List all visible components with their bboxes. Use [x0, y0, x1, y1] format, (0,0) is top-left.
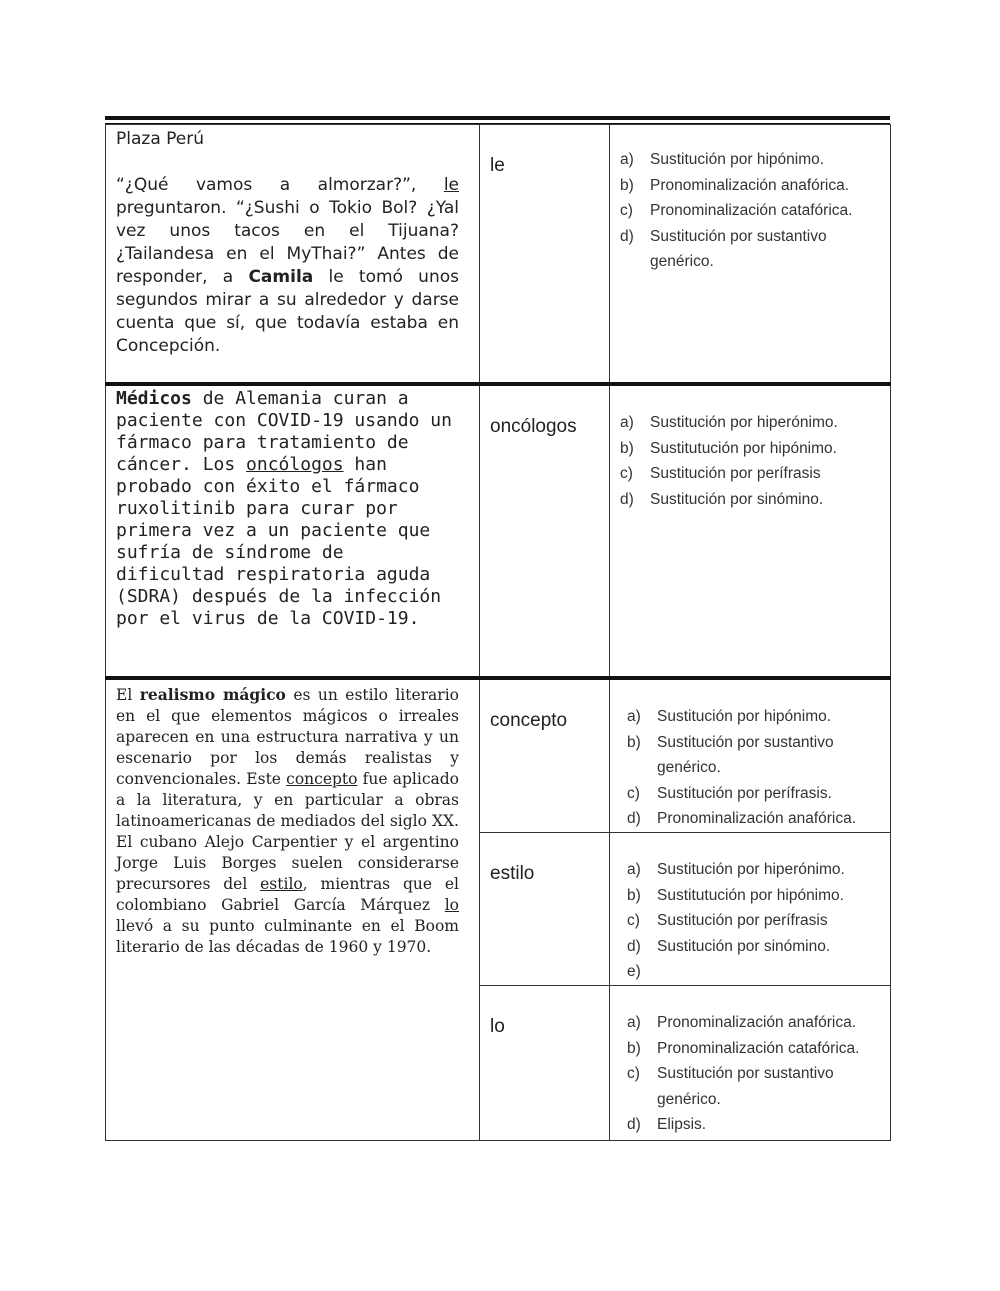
option-text: Sustitución por sinómino.	[657, 937, 831, 955]
option-letter: d)	[620, 227, 634, 245]
target-word-oncologos: oncólogos	[490, 416, 577, 437]
option-item[interactable]	[627, 781, 880, 807]
word-cell-3a	[480, 678, 610, 833]
option-text: Sustitución por sustantivo genérico.	[657, 1065, 834, 1108]
row-realismo-concepto	[106, 678, 891, 833]
word-cell-1	[480, 125, 610, 385]
option-item[interactable]	[627, 1010, 880, 1036]
options-cell-3c	[610, 986, 891, 1141]
option-item[interactable]	[620, 198, 880, 224]
option-item[interactable]	[627, 1036, 880, 1062]
target-word-estilo: estilo	[490, 863, 535, 884]
option-text: Sustitución por hipónimo.	[657, 708, 832, 725]
text-segment: El	[116, 686, 140, 704]
option-text: Sustitutución por hipónimo.	[657, 886, 844, 904]
passage-2	[106, 386, 479, 630]
option-item[interactable]	[627, 1112, 880, 1138]
target-word-concepto: concepto	[490, 710, 568, 731]
option-item[interactable]	[620, 487, 880, 513]
row-plaza-peru	[106, 125, 891, 385]
option-text: Pronominalización catafórica.	[650, 202, 853, 219]
option-letter: c)	[620, 465, 633, 482]
option-item[interactable]	[627, 1061, 880, 1112]
option-letter: c)	[620, 202, 633, 219]
option-text: Sustitución por hiperónimo.	[650, 414, 838, 431]
option-letter: b)	[627, 1039, 641, 1057]
underlined-oncologos: oncólogos	[246, 454, 344, 475]
underlined-lo: lo	[444, 896, 459, 914]
option-letter: a)	[627, 861, 641, 878]
text-segment: preguntaron. “¿Sushi o Tokio Bol? ¿Yal vez unos tacos en el Tijuana? ¿Tailandesa en el MyThai?” Antes de responder, a	[116, 198, 459, 287]
option-letter: b)	[627, 886, 641, 904]
target-word-lo: lo	[490, 1016, 505, 1037]
option-letter: d)	[627, 810, 641, 827]
text-segment: de Alemania curan a paciente con COVID-19 usando un fármaco para tratamiento de cáncer. Los	[116, 388, 452, 475]
options-list-3b	[610, 833, 890, 985]
passage-cell-3	[106, 678, 480, 1141]
option-item[interactable]	[620, 436, 880, 462]
row-medicos	[106, 384, 891, 678]
option-letter: c)	[627, 784, 640, 802]
passage-cell-1	[106, 125, 480, 385]
option-letter: e)	[627, 963, 641, 980]
options-list-2	[610, 386, 890, 512]
option-item[interactable]	[627, 934, 880, 960]
option-item[interactable]	[627, 959, 880, 985]
word-cell-2	[480, 384, 610, 678]
option-item[interactable]	[620, 173, 880, 199]
text-segment: , mientras que el colombiano Gabriel García Márquez	[116, 875, 460, 914]
option-text: Elipsis.	[657, 1116, 707, 1133]
underlined-estilo: estilo	[260, 875, 303, 893]
option-item[interactable]	[627, 704, 880, 730]
underlined-concepto: concepto	[286, 770, 358, 788]
worksheet-table	[105, 124, 891, 1141]
worksheet-table-wrapper	[105, 124, 890, 1141]
option-letter: a)	[627, 1014, 641, 1031]
option-text: Sustitución por sustantivo genérico.	[650, 227, 827, 270]
option-text: Pronominalización catafórica.	[657, 1039, 860, 1057]
text-segment: han probado con éxito el fármaco ruxolitinib para curar por primera vez a un paciente que sufría de síndrome de dificultad respiratoria aguda (SDRA) después de la infección por el virus de la COVID-19.	[116, 454, 442, 629]
option-text: Sustitutución por hipónimo.	[650, 439, 837, 457]
option-text: Sustitución por perífrasis	[657, 912, 828, 929]
options-cell-3a	[610, 678, 891, 833]
options-cell-1	[610, 125, 891, 385]
option-letter: b)	[620, 439, 634, 457]
option-item[interactable]	[627, 883, 880, 909]
option-text: Pronominalización anafórica.	[657, 1014, 857, 1031]
option-letter: a)	[620, 414, 634, 431]
option-text: Sustitución por perífrasis	[650, 465, 821, 482]
option-item[interactable]	[620, 461, 880, 487]
option-text: Sustitución por perífrasis.	[657, 784, 832, 802]
word-cell-3b	[480, 833, 610, 986]
bold-camila: Camila	[248, 267, 314, 287]
option-text: Sustitución por hipónimo.	[650, 151, 825, 168]
passage-3	[106, 680, 479, 958]
options-list-3a	[610, 680, 890, 832]
option-item[interactable]	[627, 908, 880, 934]
option-letter: b)	[620, 176, 634, 194]
text-segment: llevó a su punto culminante en el Boom literario de las décadas de 1960 y 1970.	[116, 917, 459, 956]
passage-cell-2	[106, 384, 480, 678]
option-letter: d)	[627, 937, 641, 955]
text-segment: “¿Qué vamos a almorzar?”,	[116, 175, 444, 195]
option-letter: d)	[620, 490, 634, 508]
option-item[interactable]	[627, 806, 880, 832]
word-cell-3c	[480, 986, 610, 1141]
option-letter: c)	[627, 1065, 640, 1082]
bold-medicos: Médicos	[116, 388, 192, 409]
passage-1	[106, 125, 479, 358]
option-item[interactable]	[627, 730, 880, 781]
option-text: Sustitución por sinómino.	[650, 490, 824, 508]
text-segment: es un estilo literario en el que elementos mágicos o irreales aparecen en una estructura narrativa y un escenario por los demás realistas y convencionales. Este	[116, 686, 460, 788]
option-item[interactable]	[620, 224, 880, 275]
option-letter: a)	[620, 151, 634, 168]
option-item[interactable]	[620, 147, 880, 173]
option-text: Pronominalización anafórica.	[650, 176, 850, 194]
option-letter: c)	[627, 912, 640, 929]
option-item[interactable]	[627, 857, 880, 883]
underlined-le: le	[443, 175, 459, 195]
top-rule	[105, 116, 890, 120]
options-list-1	[610, 125, 890, 275]
option-letter: a)	[627, 708, 641, 725]
options-list-3c	[610, 986, 890, 1138]
passage-1-body	[116, 174, 459, 358]
option-text: Pronominalización anafórica.	[657, 810, 857, 827]
option-item[interactable]	[620, 410, 880, 436]
bold-realismo-magico: realismo mágico	[139, 685, 286, 704]
options-cell-3b	[610, 833, 891, 986]
text-segment: le tomó unos segundos mirar a su alrededor y darse cuenta que sí, que todavía estaba en Concepción.	[116, 267, 459, 356]
option-letter: b)	[627, 733, 641, 751]
option-letter: d)	[627, 1116, 641, 1133]
target-word-le: le	[490, 155, 505, 176]
option-text: Sustitución por sustantivo genérico.	[657, 733, 834, 776]
options-cell-2	[610, 384, 891, 678]
option-text: Sustitución por hiperónimo.	[657, 861, 845, 878]
passage-1-heading: Plaza Perú	[116, 129, 205, 149]
text-segment: fue aplicado a la literatura, y en particular a obras latinoamericanas de mediados del siglo XX. El cubano Alejo Carpentier y el argentino Jorge Luis Borges suelen considerarse precursores del	[116, 770, 460, 893]
